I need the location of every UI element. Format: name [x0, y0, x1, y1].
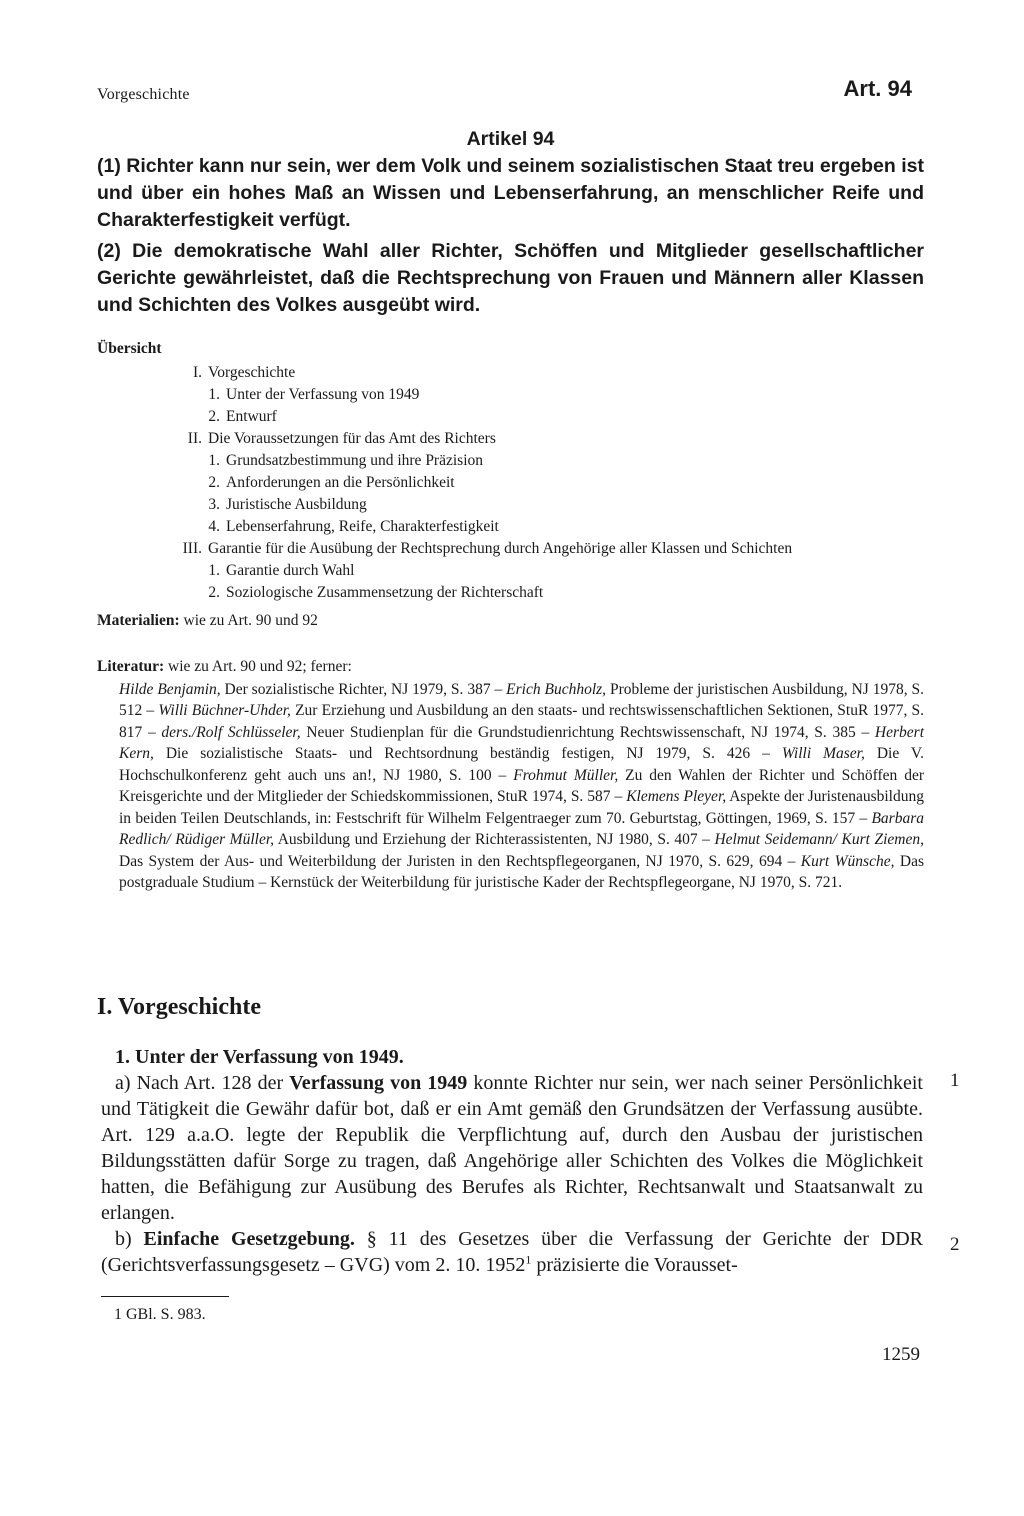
toc-item-number: 1.	[208, 452, 220, 469]
literature-author: Barbara Redlich/ Rüdiger Müller,	[119, 809, 924, 848]
paragraph-b-end: präzisierte die Vorausset-	[531, 1254, 738, 1276]
paragraph-a-prefix: a) Nach Art. 128 der	[115, 1072, 290, 1094]
toc-item-label: Soziologische Zusammensetzung der Richterschaft	[226, 584, 544, 601]
literature-reference: Das postgraduale Studium – Kernstück der Weiterbildung für juristische Kader der Rechtspflegeorgane, NJ 1970, S. 721.	[119, 852, 924, 891]
toc-item-number: 3.	[208, 496, 220, 513]
toc-item	[97, 472, 924, 494]
literature-intro: wie zu Art. 90 und 92; ferner:	[164, 658, 352, 675]
materials-text: wie zu Art. 90 und 92	[179, 612, 318, 629]
paragraph-b-prefix: b)	[115, 1228, 144, 1250]
paragraph-a	[101, 1070, 923, 1226]
literature-author: Willi Maser,	[781, 745, 865, 762]
literature-author: Helmut Seidemann/ Kurt Ziemen,	[714, 831, 924, 848]
toc-item-label: Vorgeschichte	[208, 364, 296, 381]
article-text-block	[97, 126, 924, 323]
table-of-contents	[97, 362, 924, 604]
toc-item-number: 2.	[208, 408, 220, 425]
toc-item	[97, 516, 924, 538]
toc-item-number: 2.	[208, 584, 220, 601]
materials-label: Materialien:	[97, 612, 180, 629]
overview	[97, 338, 924, 604]
toc-item-label: Grundsatzbestimmung und ihre Präzision	[226, 452, 483, 469]
toc-item	[97, 384, 924, 406]
toc-item	[97, 406, 924, 428]
paragraph-b-text: § 11 des Gesetzes über die Verfassung der Gerichte der DDR (Gerichtsverfassungsgesetz – GVG) vom 2. 10. 1952	[101, 1228, 923, 1276]
footnote: 1 GBl. S. 983.	[114, 1306, 206, 1323]
literature-reference: Probleme der juristischen Ausbildung, NJ 1978, S. 512 –	[119, 680, 924, 719]
literature-author: Klemens Pleyer,	[626, 788, 727, 805]
margin-number-1: 1	[950, 1070, 960, 1091]
toc-item-number: 2.	[208, 474, 220, 491]
paragraph-a-text: konnte Richter nur sein, wer nach seiner Persönlichkeit und Tätigkeit die Gewähr dafür bot, daß er ein Amt gemäß den Grundsätzen der Verfassung ausübte. Art. 129 a.a.O. legte der Republik die Verpflichtung auf, durch den Ausbau der juristischen Bildungsstätten dafür Sorge zu tragen, daß Angehörige aller Schichten des Volkes die Möglichkeit hatten, die Befähigung zur Ausübung des Berufes als Richter, Rechtsanwalt und Staatsanwalt zu erlangen.	[101, 1072, 923, 1224]
literature-list	[97, 679, 924, 894]
toc-item-number: I.	[192, 364, 202, 381]
literature-author: Kurt Wünsche,	[800, 852, 895, 870]
literature-author: Erich Buchholz,	[506, 680, 607, 698]
article-paragraph-2: (2) Die demokratische Wahl aller Richter, Schöffen und Mitglieder gesellschaftlicher Gerichte gewährleistet, daß die Rechtsprechung von Frauen und Männern aller Klassen und Schichten des Volkes ausgeübt wird.	[97, 240, 924, 316]
paragraph-b-emphasis: Einfache Gesetzgebung.	[143, 1228, 355, 1250]
toc-item	[97, 538, 924, 560]
toc-item-number: II.	[187, 430, 202, 447]
literature-reference: Das System der Aus- und Weiterbildung der Juristen in den Rechtspflegeorganen, NJ 1970, S. 629, 694 –	[119, 852, 801, 870]
literature-reference: Der sozialistische Richter, NJ 1979, S. 387 –	[220, 680, 507, 698]
footnote-divider	[101, 1296, 229, 1297]
literature-reference: Zu den Wahlen der Richter und Schöffen der Kreisgerichte und der Mitglieder der Schiedskommissionen, StuR 1974, S. 587 –	[119, 766, 924, 805]
literature	[97, 656, 924, 894]
materials	[97, 612, 924, 630]
section-heading: I. Vorgeschichte	[97, 994, 261, 1020]
toc-item-label: Die Voraussetzungen für das Amt des Richters	[208, 430, 496, 447]
toc-item-label: Garantie durch Wahl	[226, 562, 355, 579]
toc-item-label: Unter der Verfassung von 1949	[226, 386, 420, 403]
toc-item	[97, 362, 924, 384]
running-head: Vorgeschichte	[97, 86, 190, 103]
literature-label: Literatur:	[97, 658, 165, 675]
literature-reference: Die V. Hochschulkonferenz geht auch uns an!, NJ 1980, S. 100 –	[119, 745, 925, 784]
toc-item-number: III.	[182, 540, 202, 557]
toc-item-number: 4.	[208, 518, 220, 535]
toc-item-label: Juristische Ausbildung	[226, 496, 367, 513]
literature-reference: Zur Erziehung und Ausbildung an den staats- und rechtswissenschaftlichen Sektionen, StuR 1977, S. 817 –	[119, 702, 925, 741]
toc-item	[97, 450, 924, 472]
article-heading: Artikel 94	[466, 128, 555, 150]
body-text	[101, 1044, 923, 1278]
toc-item	[97, 582, 924, 604]
toc-item-label: Anforderungen an die Persönlichkeit	[226, 474, 455, 491]
toc-item-label: Garantie für die Ausübung der Rechtsprechung durch Angehörige aller Klassen und Schichten	[208, 540, 793, 557]
footnote-reference[interactable]: 1	[525, 1252, 532, 1267]
paragraph-a-emphasis: Verfassung von 1949	[289, 1072, 468, 1094]
article-paragraph-1: (1) Richter kann nur sein, wer dem Volk und seinem sozialistischen Staat treu ergeben ist und über ein hohes Maß an Wissen und Lebenserfahrung, an menschlicher Reife und Charakterfestigkeit verfügt.	[97, 155, 924, 231]
literature-author: Herbert Kern,	[119, 723, 924, 762]
toc-item	[97, 494, 924, 516]
toc-item-number: 1.	[208, 562, 220, 579]
paragraph-b	[101, 1226, 923, 1278]
literature-author: ders./Rolf Schlüsseler,	[161, 723, 301, 741]
literature-author: Frohmut Müller,	[513, 766, 619, 784]
toc-item-label: Lebenserfahrung, Reife, Charakterfestigkeit	[226, 518, 499, 535]
toc-item	[97, 428, 924, 450]
toc-item-label: Entwurf	[226, 408, 277, 425]
literature-author: Willi Büchner-Uhder,	[158, 702, 291, 719]
article-label: Art. 94	[843, 76, 912, 101]
literature-author: Hilde Benjamin,	[119, 680, 221, 698]
literature-reference: Aspekte der Juristenausbildung in beiden Teilen Deutschlands, in: Festschrift für Wilhelm Felgentraeger zum 70. Geburtstag, Göttingen, 1969, S. 157 –	[119, 788, 924, 827]
literature-reference: Die sozialistische Staats- und Rechtsordnung beständig festigen, NJ 1979, S. 426 –	[153, 745, 782, 762]
literature-reference: Neuer Studienplan für die Grundstudienrichtung Rechtswissenschaft, NJ 1974, S. 385 –	[300, 723, 875, 741]
subheading: 1. Unter der Verfassung von 1949.	[115, 1046, 404, 1068]
literature-reference: Ausbildung und Erziehung der Richterassistenten, NJ 1980, S. 407 –	[274, 831, 715, 848]
toc-item-number: 1.	[208, 386, 220, 403]
page-number: 1259	[882, 1344, 920, 1365]
margin-number-2: 2	[950, 1234, 960, 1255]
overview-title: Übersicht	[97, 340, 162, 357]
toc-item	[97, 560, 924, 582]
